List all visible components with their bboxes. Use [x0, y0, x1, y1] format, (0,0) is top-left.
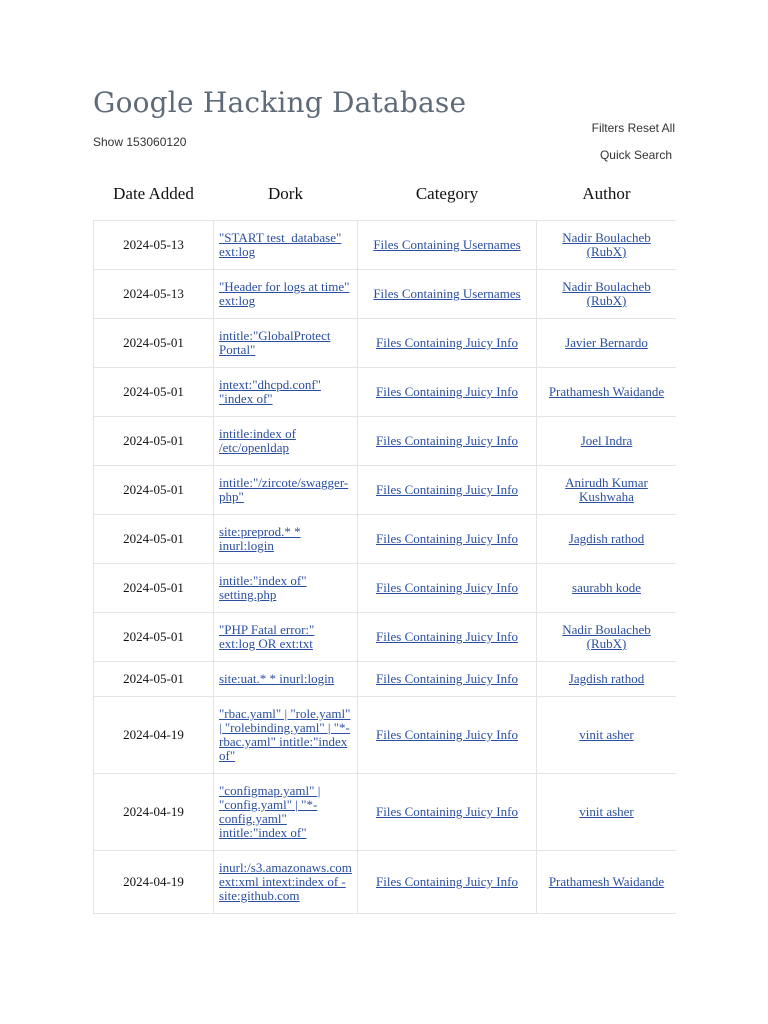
cell-author: [537, 613, 677, 662]
cell-date: [94, 417, 214, 466]
row-date: 2024-05-01: [123, 482, 184, 497]
row-author-link[interactable]: Prathamesh Waidande: [548, 874, 665, 889]
table-row: [94, 851, 677, 914]
cell-category: [358, 697, 537, 774]
table-row: [94, 515, 677, 564]
cell-author: [537, 319, 677, 368]
cell-dork: [214, 564, 358, 613]
column-header-dork[interactable]: Dork: [268, 183, 303, 203]
cell-category: [358, 368, 537, 417]
row-date: 2024-05-01: [123, 531, 184, 546]
row-category-link[interactable]: Files Containing Juicy Info: [376, 804, 518, 819]
row-category-link[interactable]: Files Containing Juicy Info: [376, 433, 518, 448]
row-dork-link[interactable]: "START test_database" ext:log: [219, 230, 342, 259]
row-category-link[interactable]: Files Containing Juicy Info: [376, 531, 518, 546]
cell-category: [358, 662, 537, 697]
row-dork-link[interactable]: "Header for logs at time" ext:log: [219, 279, 350, 308]
row-dork-link[interactable]: "configmap.yaml" | "config.yaml" | "*-config.yaml" intitle:"index of": [219, 783, 321, 840]
row-author-link[interactable]: Nadir Boulacheb (RubX): [562, 622, 651, 651]
cell-date: [94, 774, 214, 851]
cell-dork: [214, 221, 358, 270]
cell-author: [537, 466, 677, 515]
row-author-link[interactable]: Joel Indra: [580, 433, 633, 448]
row-date: 2024-05-01: [123, 433, 184, 448]
row-date: 2024-05-01: [123, 580, 184, 595]
row-dork-link[interactable]: site:uat.* * inurl:login: [219, 671, 335, 686]
cell-category: [358, 564, 537, 613]
cell-dork: [214, 774, 358, 851]
cell-dork: [214, 270, 358, 319]
cell-category: [358, 221, 537, 270]
row-category-link[interactable]: Files Containing Juicy Info: [376, 384, 518, 399]
cell-author: [537, 697, 677, 774]
cell-author: [537, 774, 677, 851]
cell-date: [94, 270, 214, 319]
row-author-link[interactable]: Javier Bernardo: [565, 335, 648, 350]
cell-category: [358, 851, 537, 914]
row-author-link[interactable]: Jagdish rathod: [568, 671, 645, 686]
row-date: 2024-05-01: [123, 384, 184, 399]
row-date: 2024-05-01: [123, 671, 184, 686]
table-row: [94, 466, 677, 515]
table-row: [94, 368, 677, 417]
column-header-date[interactable]: Date Added: [113, 183, 194, 203]
row-category-link[interactable]: Files Containing Juicy Info: [376, 671, 518, 686]
cell-date: [94, 319, 214, 368]
cell-date: [94, 613, 214, 662]
row-category-link[interactable]: Files Containing Juicy Info: [376, 482, 518, 497]
cell-dork: [214, 851, 358, 914]
row-dork-link[interactable]: "PHP Fatal error:" ext:log OR ext:txt: [219, 622, 315, 651]
cell-author: [537, 368, 677, 417]
cell-author: [537, 270, 677, 319]
row-date: 2024-05-13: [123, 286, 184, 301]
table-row: [94, 662, 677, 697]
row-dork-link[interactable]: intitle:"/zircote/swagger-php": [219, 475, 349, 504]
cell-category: [358, 613, 537, 662]
table-row: [94, 697, 677, 774]
column-header-category[interactable]: Category: [415, 183, 479, 203]
cell-date: [94, 662, 214, 697]
row-dork-link[interactable]: intitle:"GlobalProtect Portal": [219, 328, 331, 357]
cell-dork: [214, 613, 358, 662]
results-table: [93, 166, 676, 914]
cell-category: [358, 466, 537, 515]
cell-date: [94, 564, 214, 613]
row-dork-link[interactable]: site:preprod.* * inurl:login: [219, 524, 301, 553]
reset-all-button[interactable]: Reset All: [627, 121, 675, 135]
cell-dork: [214, 662, 358, 697]
cell-category: [358, 774, 537, 851]
cell-author: [537, 221, 677, 270]
row-author-link[interactable]: vinit asher: [579, 804, 634, 819]
row-dork-link[interactable]: intitle:"index of" setting.php: [219, 573, 307, 602]
row-category-link[interactable]: Files Containing Usernames: [373, 237, 521, 252]
cell-date: [94, 368, 214, 417]
cell-date: [94, 851, 214, 914]
cell-dork: [214, 466, 358, 515]
row-category-link[interactable]: Files Containing Juicy Info: [376, 335, 518, 350]
page-title: Google Hacking Database: [93, 86, 467, 119]
cell-author: [537, 564, 677, 613]
cell-dork: [214, 417, 358, 466]
table-body: [94, 221, 677, 914]
cell-dork: [214, 319, 358, 368]
table-row: [94, 417, 677, 466]
table-row: [94, 564, 677, 613]
table-header-row: [94, 166, 677, 221]
cell-category: [358, 515, 537, 564]
row-author-link[interactable]: Nadir Boulacheb (RubX): [562, 279, 651, 308]
results-table-container: [93, 166, 676, 914]
row-date: 2024-05-01: [123, 629, 184, 644]
table-row: [94, 270, 677, 319]
row-author-link[interactable]: Nadir Boulacheb (RubX): [562, 230, 651, 259]
cell-category: [358, 270, 537, 319]
row-category-link[interactable]: Files Containing Juicy Info: [376, 874, 518, 889]
cell-author: [537, 662, 677, 697]
cell-category: [358, 319, 537, 368]
row-category-link[interactable]: Files Containing Juicy Info: [376, 580, 518, 595]
show-entries[interactable]: Show 153060120: [93, 135, 187, 149]
row-dork-link[interactable]: "rbac.yaml" | "role.yaml" | "rolebinding.yaml" | "*-rbac.yaml" intitle:"index of": [219, 706, 351, 763]
row-author-link[interactable]: Jagdish rathod: [568, 531, 645, 546]
row-dork-link[interactable]: intext:"dhcpd.conf" "index of": [219, 377, 321, 406]
row-dork-link[interactable]: inurl:/s3.amazonaws.com ext:xml intext:index of -site:github.com: [219, 860, 352, 903]
column-header-author[interactable]: Author: [582, 183, 631, 203]
table-row: [94, 774, 677, 851]
cell-author: [537, 851, 677, 914]
row-author-link[interactable]: vinit asher: [579, 727, 634, 742]
table-row: [94, 221, 677, 270]
table-row: [94, 613, 677, 662]
table-row: [94, 319, 677, 368]
row-category-link[interactable]: Files Containing Juicy Info: [376, 727, 518, 742]
cell-date: [94, 466, 214, 515]
row-category-link[interactable]: Files Containing Usernames: [373, 286, 521, 301]
filter-controls: [592, 121, 675, 135]
cell-author: [537, 515, 677, 564]
quick-search-button[interactable]: Quick Search: [599, 148, 672, 162]
row-date: 2024-05-01: [123, 335, 184, 350]
row-date: 2024-04-19: [123, 874, 184, 889]
row-date: 2024-04-19: [123, 804, 184, 819]
cell-category: [358, 417, 537, 466]
cell-date: [94, 697, 214, 774]
row-author-link[interactable]: Anirudh Kumar Kushwaha: [565, 475, 648, 504]
cell-dork: [214, 515, 358, 564]
row-author-link[interactable]: saurabh kode: [572, 580, 641, 595]
cell-dork: [214, 697, 358, 774]
row-date: 2024-05-13: [123, 237, 184, 252]
cell-date: [94, 221, 214, 270]
filters-button[interactable]: Filters: [591, 121, 625, 135]
row-date: 2024-04-19: [123, 727, 184, 742]
cell-author: [537, 417, 677, 466]
row-category-link[interactable]: Files Containing Juicy Info: [376, 629, 518, 644]
row-dork-link[interactable]: intitle:index of /etc/openldap: [219, 426, 296, 455]
cell-dork: [214, 368, 358, 417]
row-author-link[interactable]: Prathamesh Waidande: [548, 384, 665, 399]
cell-date: [94, 515, 214, 564]
